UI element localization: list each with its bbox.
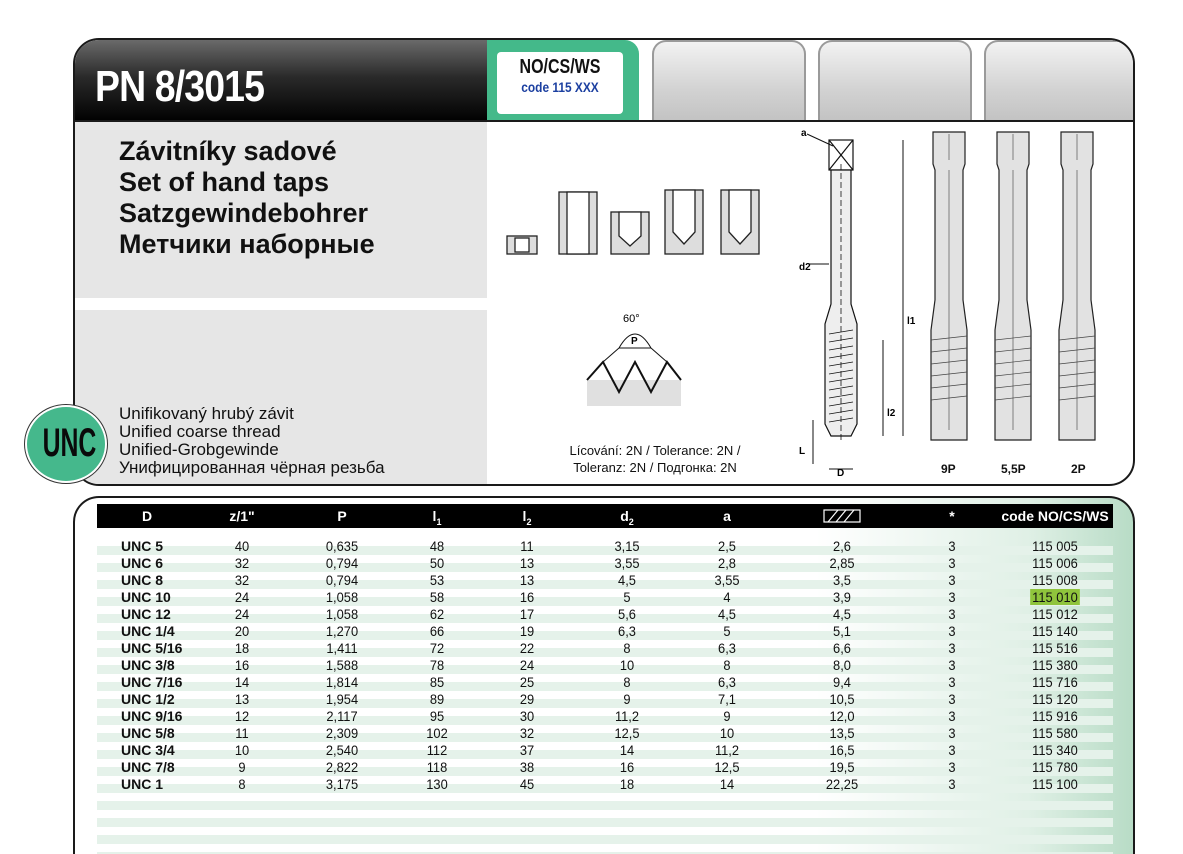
table-cell: 25 bbox=[519, 674, 535, 690]
table-cell: 112 bbox=[426, 742, 448, 758]
thread-ru: Унифицированная чёрная резьба bbox=[119, 458, 385, 477]
table-cell: 10,5 bbox=[829, 691, 855, 707]
table-cell: 10 bbox=[619, 657, 635, 673]
table-cell: 10 bbox=[234, 742, 250, 758]
unc-badge bbox=[25, 405, 107, 483]
table-cell: 5 bbox=[723, 623, 731, 639]
table-cell: 5,6 bbox=[618, 606, 636, 622]
tab-code: code 115 XXX bbox=[521, 79, 599, 95]
table-cell: 115 120 bbox=[1032, 691, 1078, 707]
table-cell: 115 716 bbox=[1032, 674, 1078, 690]
table-cell: 2,5 bbox=[718, 538, 736, 554]
table-cell: 115 140 bbox=[1032, 623, 1078, 639]
dim-D-label: D bbox=[837, 468, 845, 479]
table-cell: UNC 1/2 bbox=[121, 691, 175, 707]
table-cell: 30 bbox=[519, 708, 535, 724]
table-cell: 3 bbox=[948, 538, 956, 554]
table-cell: 19,5 bbox=[829, 759, 855, 775]
table-cell: 1,588 bbox=[325, 657, 359, 673]
col-d: D bbox=[141, 508, 153, 524]
table-cell: 3 bbox=[948, 759, 956, 775]
table-cell: 4,5 bbox=[718, 606, 736, 622]
table-cell: 13 bbox=[519, 555, 535, 571]
table-cell: 2,540 bbox=[325, 742, 359, 758]
table-row bbox=[97, 776, 1113, 793]
table-cell: 9 bbox=[723, 708, 731, 724]
table-cell: 3,55 bbox=[714, 572, 740, 588]
table-cell: 3 bbox=[948, 742, 956, 758]
name-ru: Метчики наборные bbox=[119, 229, 375, 259]
table-cell: 50 bbox=[429, 555, 445, 571]
col-l1: $l_1$ bbox=[432, 508, 442, 527]
table-cell: 12,0 bbox=[829, 708, 855, 724]
table-cell: UNC 9/16 bbox=[121, 708, 183, 724]
table-row bbox=[97, 691, 1113, 708]
page-title: PN 8/3015 bbox=[95, 62, 265, 111]
col-z: z/1" bbox=[229, 508, 255, 524]
table-cell: 24 bbox=[234, 589, 250, 605]
title-bar bbox=[75, 40, 487, 122]
table-cell: 95 bbox=[429, 708, 445, 724]
dim-d2-label: d2 bbox=[799, 262, 811, 273]
table-cell: 5 bbox=[623, 589, 631, 605]
table-cell: 16,5 bbox=[829, 742, 855, 758]
row-stripe bbox=[97, 818, 1113, 827]
table-cell: 11 bbox=[235, 725, 249, 741]
table-cell: 1,954 bbox=[325, 691, 359, 707]
table-cell: 4 bbox=[723, 589, 731, 605]
tolerance-note: Lícování: 2N / Tolerance: 2N / Toleranz: 2N / Подгонка: 2N bbox=[569, 443, 741, 475]
table-cell: 66 bbox=[429, 623, 445, 639]
table-cell: UNC 1 bbox=[121, 776, 164, 792]
table-cell: 9 bbox=[623, 691, 631, 707]
dimensions-table-card bbox=[73, 496, 1135, 854]
table-cell: 115 516 bbox=[1032, 640, 1078, 656]
table-row bbox=[97, 708, 1113, 725]
table-cell: 6,3 bbox=[718, 640, 736, 656]
table-row bbox=[97, 640, 1113, 657]
table-cell: 12,5 bbox=[614, 725, 640, 741]
table-cell: 12,5 bbox=[714, 759, 740, 775]
table-cell: 1,270 bbox=[325, 623, 359, 639]
table-cell: 3 bbox=[948, 691, 956, 707]
table-cell: 2,6 bbox=[833, 538, 851, 554]
table-row bbox=[97, 589, 1113, 606]
table-cell: 1,411 bbox=[326, 640, 358, 656]
row-stripe bbox=[97, 835, 1113, 844]
table-cell: 3,5 bbox=[833, 572, 851, 588]
table-cell: 32 bbox=[234, 572, 250, 588]
table-cell: 3,15 bbox=[614, 538, 640, 554]
table-cell: 12 bbox=[234, 708, 250, 724]
table-cell: 115 780 bbox=[1032, 759, 1078, 775]
thread-profile-diagram bbox=[581, 308, 691, 408]
table-cell: 5,1 bbox=[833, 623, 851, 639]
table-cell: 3 bbox=[948, 623, 956, 639]
table-cell: UNC 3/4 bbox=[121, 742, 175, 758]
table-cell: 22,25 bbox=[825, 776, 859, 792]
table-cell: 3 bbox=[948, 555, 956, 571]
table-cell: UNC 8 bbox=[121, 572, 164, 588]
tab-empty-2[interactable] bbox=[818, 40, 972, 122]
table-cell: 11 bbox=[520, 538, 534, 554]
table-cell: 3 bbox=[948, 589, 956, 605]
table-cell: 78 bbox=[429, 657, 445, 673]
tap-dimension-drawing bbox=[793, 124, 923, 484]
table-row bbox=[97, 759, 1113, 776]
table-cell: 45 bbox=[519, 776, 535, 792]
table-cell: 6,3 bbox=[618, 623, 636, 639]
angle-label: 60° bbox=[623, 313, 640, 325]
col-a: a bbox=[723, 508, 731, 524]
tab-empty-3[interactable] bbox=[984, 40, 1135, 122]
taps-set-drawing bbox=[927, 130, 1127, 450]
table-cell: 8 bbox=[238, 776, 246, 792]
col-code: code NO/CS/WS bbox=[1001, 508, 1109, 524]
table-cell: 3 bbox=[948, 674, 956, 690]
dim-L-label: L bbox=[799, 446, 806, 457]
table-cell: 7,1 bbox=[718, 691, 736, 707]
unc-badge-label: UNC bbox=[42, 421, 97, 465]
table-row bbox=[97, 572, 1113, 589]
table-cell: 14 bbox=[719, 776, 735, 792]
table-cell: UNC 10 bbox=[121, 589, 171, 605]
table-cell: UNC 5/8 bbox=[121, 725, 175, 741]
tab-no-cs-ws[interactable] bbox=[487, 40, 639, 122]
table-cell: 115 380 bbox=[1032, 657, 1078, 673]
table-cell: 11,2 bbox=[614, 708, 640, 724]
table-cell: 48 bbox=[429, 538, 445, 554]
table-cell: 9,4 bbox=[833, 674, 851, 690]
table-cell: 8,0 bbox=[833, 657, 851, 673]
table-cell: 8 bbox=[623, 674, 631, 690]
table-cell: 6,3 bbox=[718, 674, 736, 690]
table-cell: 115 008 bbox=[1032, 572, 1078, 588]
table-row bbox=[97, 725, 1113, 742]
table-cell: 115 006 bbox=[1032, 555, 1078, 571]
thread-cz: Unifikovaný hrubý závit bbox=[119, 404, 294, 423]
table-cell: 32 bbox=[519, 725, 535, 741]
table-cell: 38 bbox=[519, 759, 535, 775]
tab-label: NO/CS/WS bbox=[519, 56, 601, 78]
table-cell: 3 bbox=[948, 657, 956, 673]
table-row bbox=[97, 538, 1113, 555]
table-cell: 16 bbox=[519, 589, 535, 605]
table-cell: 62 bbox=[429, 606, 445, 622]
table-cell: 3 bbox=[948, 640, 956, 656]
table-cell: 115 340 bbox=[1032, 742, 1078, 758]
hole-types-diagram bbox=[501, 180, 791, 270]
table-cell: 115 580 bbox=[1032, 725, 1078, 741]
table-cell: 24 bbox=[234, 606, 250, 622]
table-cell: 130 bbox=[426, 776, 448, 792]
table-cell: UNC 5/16 bbox=[121, 640, 183, 656]
table-cell: 3 bbox=[948, 776, 956, 792]
dim-l1-label: l1 bbox=[907, 316, 916, 327]
table-cell: UNC 12 bbox=[121, 606, 171, 622]
table-cell: 4,5 bbox=[833, 606, 851, 622]
table-cell: 72 bbox=[429, 640, 445, 656]
table-cell: 13 bbox=[519, 572, 535, 588]
table-cell: 14 bbox=[234, 674, 250, 690]
name-cz: Závitníky sadové bbox=[119, 136, 337, 166]
table-cell: 3,175 bbox=[325, 776, 359, 792]
table-cell: 6,6 bbox=[833, 640, 851, 656]
table-row bbox=[97, 623, 1113, 640]
table-cell: 3 bbox=[948, 725, 956, 741]
table-cell: 14 bbox=[619, 742, 635, 758]
product-header-card bbox=[73, 38, 1135, 486]
table-cell: 2,309 bbox=[325, 725, 359, 741]
table-cell: 2,8 bbox=[718, 555, 736, 571]
table-cell: 53 bbox=[429, 572, 445, 588]
table-cell: 20 bbox=[234, 623, 250, 639]
table-cell: 2,117 bbox=[326, 708, 358, 724]
table-cell: 3,9 bbox=[833, 589, 851, 605]
table-cell: UNC 7/16 bbox=[121, 674, 183, 690]
table-cell: 3,55 bbox=[614, 555, 640, 571]
table-header bbox=[97, 504, 1113, 528]
table-cell: 1,058 bbox=[325, 606, 359, 622]
table-cell: 3 bbox=[948, 708, 956, 724]
table-cell: 40 bbox=[234, 538, 250, 554]
tap-label-5-5p: 5,5P bbox=[1001, 462, 1026, 476]
table-row bbox=[97, 606, 1113, 623]
table-cell: 0,635 bbox=[325, 538, 359, 554]
tap-label-2p: 2P bbox=[1071, 462, 1086, 476]
thread-en: Unified coarse thread bbox=[119, 422, 281, 441]
col-p: P bbox=[337, 508, 347, 524]
table-row bbox=[97, 555, 1113, 572]
table-cell: 18 bbox=[619, 776, 635, 792]
table-cell: 1,814 bbox=[325, 674, 359, 690]
table-cell: 3 bbox=[948, 606, 956, 622]
dim-l2-label: l2 bbox=[887, 408, 896, 419]
table-cell: 2,822 bbox=[325, 759, 359, 775]
table-cell: 3 bbox=[948, 572, 956, 588]
table-cell: 24 bbox=[519, 657, 535, 673]
table-cell: 10 bbox=[719, 725, 735, 741]
table-cell: 22 bbox=[519, 640, 535, 656]
table-row bbox=[97, 742, 1113, 759]
table-cell: UNC 5 bbox=[121, 538, 164, 554]
table-cell: 29 bbox=[519, 691, 535, 707]
table-cell: 4,5 bbox=[618, 572, 636, 588]
col-star: * bbox=[949, 508, 955, 524]
table-cell: UNC 6 bbox=[121, 555, 164, 571]
table-cell: UNC 1/4 bbox=[121, 623, 175, 639]
table-row bbox=[97, 657, 1113, 674]
table-cell: 115 012 bbox=[1032, 606, 1078, 622]
table-cell: 102 bbox=[426, 725, 448, 741]
table-row bbox=[97, 674, 1113, 691]
row-stripe bbox=[97, 801, 1113, 810]
product-names-panel bbox=[75, 122, 487, 298]
table-cell: UNC 7/8 bbox=[121, 759, 175, 775]
drill-icon bbox=[777, 508, 907, 527]
table-cell: 32 bbox=[234, 555, 250, 571]
table-cell: 115 916 bbox=[1032, 708, 1078, 724]
name-en: Set of hand taps bbox=[119, 167, 330, 197]
table-cell: 16 bbox=[619, 759, 635, 775]
table-cell: 2,85 bbox=[829, 555, 855, 571]
pitch-label: P bbox=[631, 336, 638, 347]
table-cell: UNC 3/8 bbox=[121, 657, 175, 673]
table-cell: 13,5 bbox=[829, 725, 855, 741]
tap-label-9p: 9P bbox=[941, 462, 956, 476]
table-cell: 115 100 bbox=[1032, 776, 1078, 792]
name-de: Satzgewindebohrer bbox=[119, 198, 369, 228]
table-cell bbox=[1002, 589, 1109, 605]
dim-a-label: a bbox=[801, 128, 807, 139]
table-cell: 115 005 bbox=[1032, 538, 1078, 554]
table-cell: 85 bbox=[429, 674, 445, 690]
table-cell: 13 bbox=[234, 691, 250, 707]
table-cell: 11,2 bbox=[714, 742, 740, 758]
thread-de: Unified-Grobgewinde bbox=[119, 440, 279, 459]
table-cell: 9 bbox=[238, 759, 246, 775]
table-cell: 8 bbox=[623, 640, 631, 656]
table-cell: 18 bbox=[234, 640, 250, 656]
table-cell: 1,058 bbox=[325, 589, 359, 605]
table-cell: 89 bbox=[429, 691, 445, 707]
tab-empty-1[interactable] bbox=[652, 40, 806, 122]
thread-names-panel bbox=[75, 310, 487, 486]
col-d2: $d_2$ bbox=[620, 508, 634, 527]
table-cell: 17 bbox=[519, 606, 535, 622]
table-cell: 16 bbox=[234, 657, 250, 673]
col-l2: $l_2$ bbox=[522, 508, 532, 527]
table-cell: 8 bbox=[723, 657, 731, 673]
table-cell: 58 bbox=[429, 589, 445, 605]
table-cell: 0,794 bbox=[325, 555, 359, 571]
highlighted-code: 115 010 bbox=[1032, 589, 1078, 605]
table-cell: 37 bbox=[519, 742, 535, 758]
table-cell: 19 bbox=[519, 623, 535, 639]
table-cell: 118 bbox=[426, 759, 448, 775]
table-cell: 0,794 bbox=[325, 572, 359, 588]
